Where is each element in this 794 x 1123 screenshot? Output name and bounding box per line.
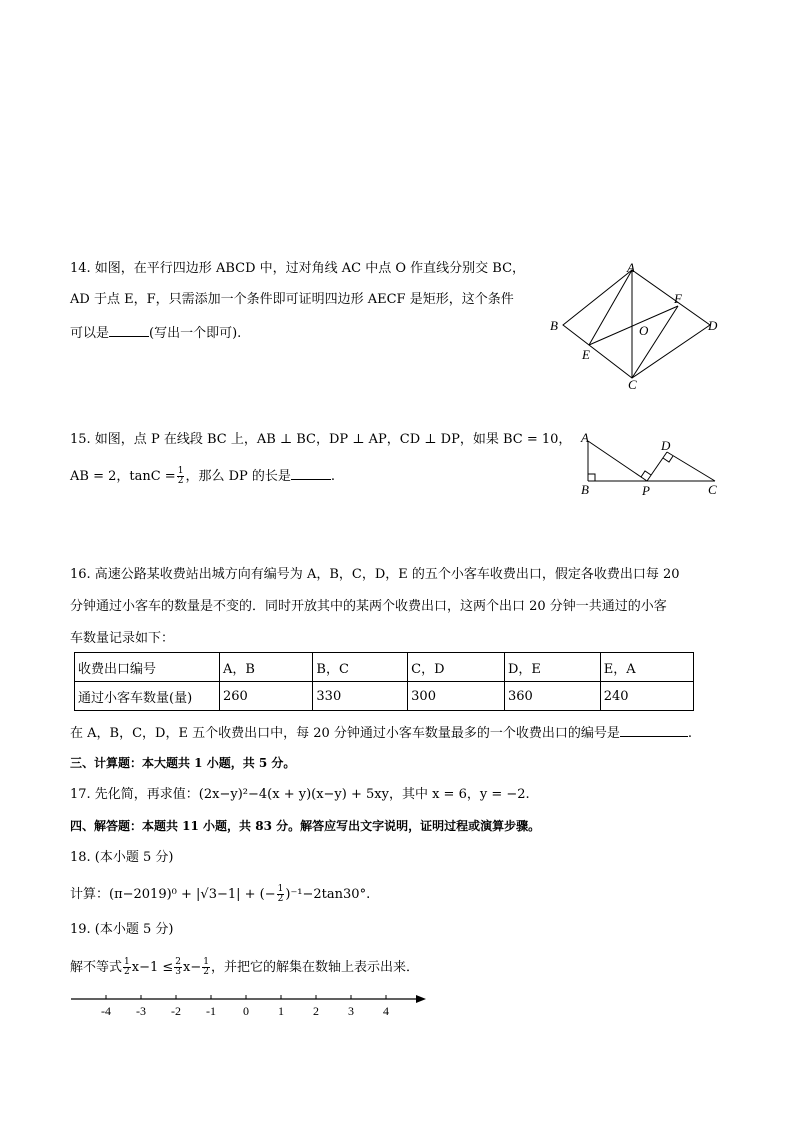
- q16-question-end: .: [687, 726, 693, 741]
- table-cell: 360: [504, 682, 600, 711]
- q14-label-o: O: [639, 323, 649, 338]
- number-line-tick-label: 3: [348, 1004, 354, 1018]
- q14-parallelogram-figure: [545, 258, 725, 393]
- table-row: [75, 653, 694, 682]
- q15-triangle-figure: [575, 428, 725, 500]
- table-cell: 260: [220, 682, 313, 711]
- q19-expr-mid-2: x−: [183, 960, 202, 975]
- table-cell: 300: [408, 682, 505, 711]
- q19-f1-num: 1: [124, 957, 130, 967]
- q19-title: 19. (本小题 5 分): [70, 922, 174, 937]
- q15-label-p: P: [642, 483, 650, 498]
- q14-label-a: A: [627, 260, 635, 275]
- q14-label-d: D: [708, 318, 718, 333]
- table-cell: 240: [600, 682, 693, 711]
- q15-answer-blank[interactable]: [291, 467, 331, 480]
- q17-text: 17. 先化简，再求值：(2x−y)²−4(x + y)(x−y) + 5xy，其中 x = 6，y = −2.: [70, 787, 530, 802]
- q14-label-c: C: [628, 377, 637, 392]
- q19-expression: [70, 958, 419, 977]
- q14-line-3: [70, 324, 241, 342]
- q14-line-1: 14. 如图，在平行四边形 ABCD 中，过对角线 AC 中点 O 作直线分别交 BC，: [70, 261, 526, 276]
- q19-fraction-3: [202, 958, 210, 977]
- q16-answer-blank[interactable]: [620, 724, 688, 737]
- number-line-tick-label: -2: [171, 1004, 181, 1018]
- q18-expr-start: 计算：(π−2019)⁰ + |√3−1| + (−: [70, 887, 276, 902]
- q15-fraction: [177, 467, 185, 486]
- q19-f2-den: 3: [175, 967, 182, 977]
- number-line-tick-label: -3: [136, 1004, 146, 1018]
- q19-expr-start: 解不等式: [70, 960, 123, 975]
- q15-line-2-text: AB = 2，tanC =: [70, 469, 176, 484]
- q16-line-3: 车数量记录如下：: [70, 631, 175, 646]
- q18-frac-num: 1: [277, 884, 284, 894]
- q16-toll-table: [74, 652, 694, 711]
- q15-frac-den: 2: [177, 476, 184, 486]
- number-line-tick-label: 2: [313, 1004, 319, 1018]
- q18-fraction: [277, 885, 285, 904]
- q16-line-1: 16. 高速公路某收费站出城方向有编号为 A，B，C，D，E 的五个小客车收费出口，假定各收费出口每 20: [70, 567, 680, 582]
- section-4-heading: 四、解答题：本题共 11 小题，共 83 分。解答应写出文字说明，证明过程或演算步骤。: [70, 819, 541, 833]
- q19-expr-mid-1: x−1 ≤: [131, 960, 174, 975]
- table-row: [75, 682, 694, 711]
- q19-fraction-1: [123, 958, 131, 977]
- q19-f3-den: 2: [203, 967, 209, 977]
- q14-line-3-tail: (写出一个即可).: [149, 326, 242, 341]
- q15-label-c: C: [708, 482, 717, 497]
- q19-number-line: [68, 988, 433, 1024]
- q15-line-2: [70, 467, 335, 486]
- q14-answer-blank[interactable]: [109, 324, 149, 337]
- number-line-tick-label: -4: [101, 1004, 111, 1018]
- table-cell: B，C: [313, 653, 408, 682]
- q15-label-a: A: [581, 430, 589, 445]
- table-cell: 330: [313, 682, 408, 711]
- q19-expr-end: ，并把它的解集在数轴上表示出来．: [210, 960, 419, 975]
- table-cell: 收费出口编号: [75, 653, 220, 682]
- q15-label-b: B: [581, 482, 589, 497]
- number-line-tick-label: -1: [206, 1004, 216, 1018]
- q18-frac-den: 2: [277, 894, 284, 904]
- q14-label-e: E: [582, 347, 590, 362]
- number-line-tick-label: 1: [278, 1004, 284, 1018]
- table-cell: D，E: [504, 653, 600, 682]
- q15-line-2-end: .: [330, 469, 336, 484]
- table-cell: E，A: [600, 653, 693, 682]
- number-line-arrow-icon: [416, 995, 426, 1003]
- q19-f1-den: 2: [124, 967, 130, 977]
- q18-title: 18. (本小题 5 分): [70, 850, 174, 865]
- q14-label-f: F: [674, 291, 682, 306]
- section-3-heading: 三、计算题：本大题共 1 小题，共 5 分。: [70, 756, 296, 770]
- q15-label-d: D: [661, 438, 671, 453]
- q14-label-b: B: [550, 318, 558, 333]
- table-cell: A，B: [220, 653, 313, 682]
- q15-frac-num: 1: [177, 466, 184, 476]
- number-line-tick-label: 0: [243, 1004, 249, 1018]
- q16-question-text: 在 A，B，C，D，E 五个收费出口中，每 20 分钟通过小客车数量最多的一个收费出口的编号是: [70, 726, 620, 741]
- q18-expr-end: )⁻¹−2tan30°.: [285, 887, 371, 902]
- q16-question: [70, 724, 692, 742]
- q19-fraction-2: [174, 958, 182, 977]
- q19-f3-num: 1: [203, 957, 209, 967]
- q14-line-3-text: 可以是: [70, 326, 110, 341]
- number-line-tick-label: 4: [383, 1004, 389, 1018]
- q16-line-2: 分钟通过小客车的数量是不变的．同时开放其中的某两个收费出口，这两个出口 20 分钟一共通过的小客: [70, 599, 667, 614]
- q15-line-1: 15. 如图，点 P 在线段 BC 上，AB ⊥ BC，DP ⊥ AP，CD ⊥ DP，如果 BC = 10，: [70, 432, 572, 447]
- q14-line-2: AD 于点 E，F，只需添加一个条件即可证明四边形 AECF 是矩形，这个条件: [70, 292, 514, 307]
- q15-line-2-mid: ，那么 DP 的长是: [185, 469, 291, 484]
- table-cell: C，D: [408, 653, 505, 682]
- table-cell: 通过小客车数量(量): [75, 682, 220, 711]
- q19-f2-num: 2: [175, 957, 182, 967]
- q18-expression: [70, 885, 370, 904]
